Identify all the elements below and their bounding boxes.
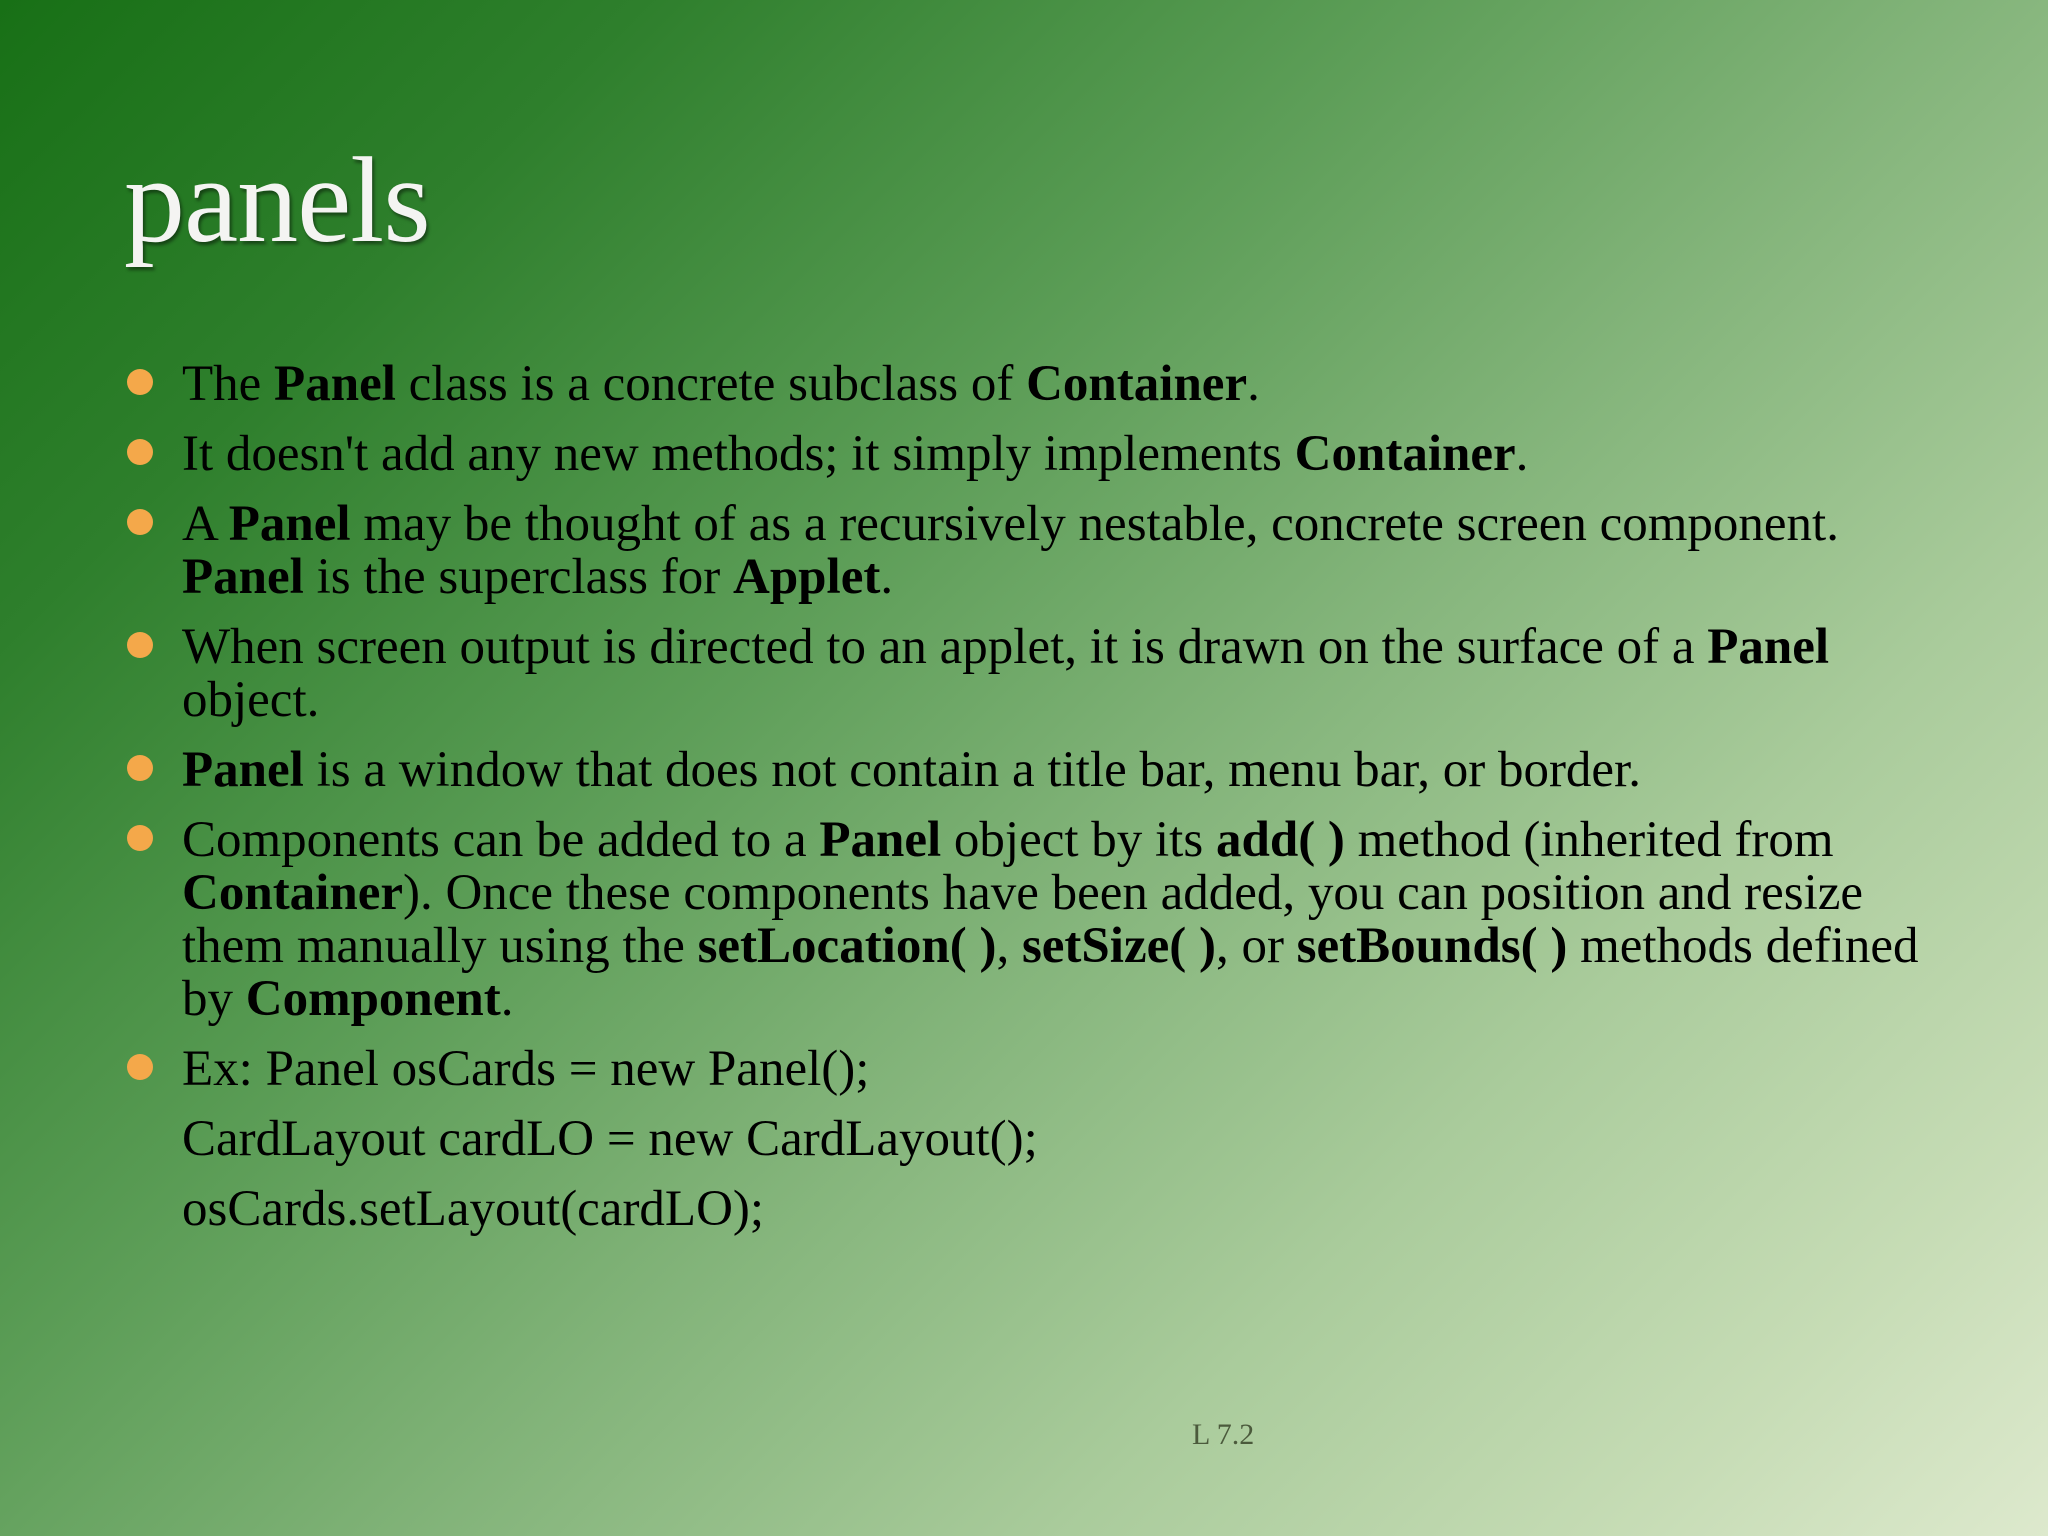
bullet-text: Ex: Panel osCards = new Panel();	[182, 1041, 870, 1097]
slide-title: panels	[124, 133, 430, 268]
code-line: CardLayout cardLO = new CardLayout();	[182, 1111, 1038, 1167]
slide-footer-label: L 7.2	[1192, 1418, 1255, 1451]
bullet-item	[126, 498, 1926, 604]
bullet-item	[126, 428, 1926, 481]
bullet-dot-icon	[127, 1054, 153, 1080]
bullet-item	[126, 1043, 1926, 1096]
bullet-text: A Panel may be thought of as a recursively nestable, concrete screen component. Panel is the superclass for Applet.	[182, 496, 1839, 605]
code-line: osCards.setLayout(cardLO);	[182, 1181, 765, 1237]
bullet-text: Components can be added to a Panel object by its add( ) method (inherited from Container). Once these components have been added, you can position and resize them manually using the setLocation( ), setSize( ), or setBounds( ) methods defined by Component.	[182, 812, 1919, 1027]
bullet-list	[126, 358, 1926, 1253]
bullet-item	[126, 814, 1926, 1026]
bullet-text: It doesn't add any new methods; it simply implements Container.	[182, 426, 1529, 482]
bullet-item	[126, 744, 1926, 797]
bullet-text: Panel is a window that does not contain a title bar, menu bar, or border.	[182, 742, 1641, 798]
bullet-dot-icon	[127, 755, 153, 781]
bullet-item	[126, 621, 1926, 727]
bullet-dot-icon	[127, 369, 153, 395]
bullet-dot-icon	[127, 439, 153, 465]
bullet-text: The Panel class is a concrete subclass of Container.	[182, 356, 1260, 412]
bullet-text: When screen output is directed to an applet, it is drawn on the surface of a Panel object.	[182, 619, 1830, 728]
bullet-dot-icon	[127, 509, 153, 535]
bullet-item	[126, 358, 1926, 411]
bullet-dot-icon	[127, 632, 153, 658]
bullet-dot-icon	[127, 825, 153, 851]
